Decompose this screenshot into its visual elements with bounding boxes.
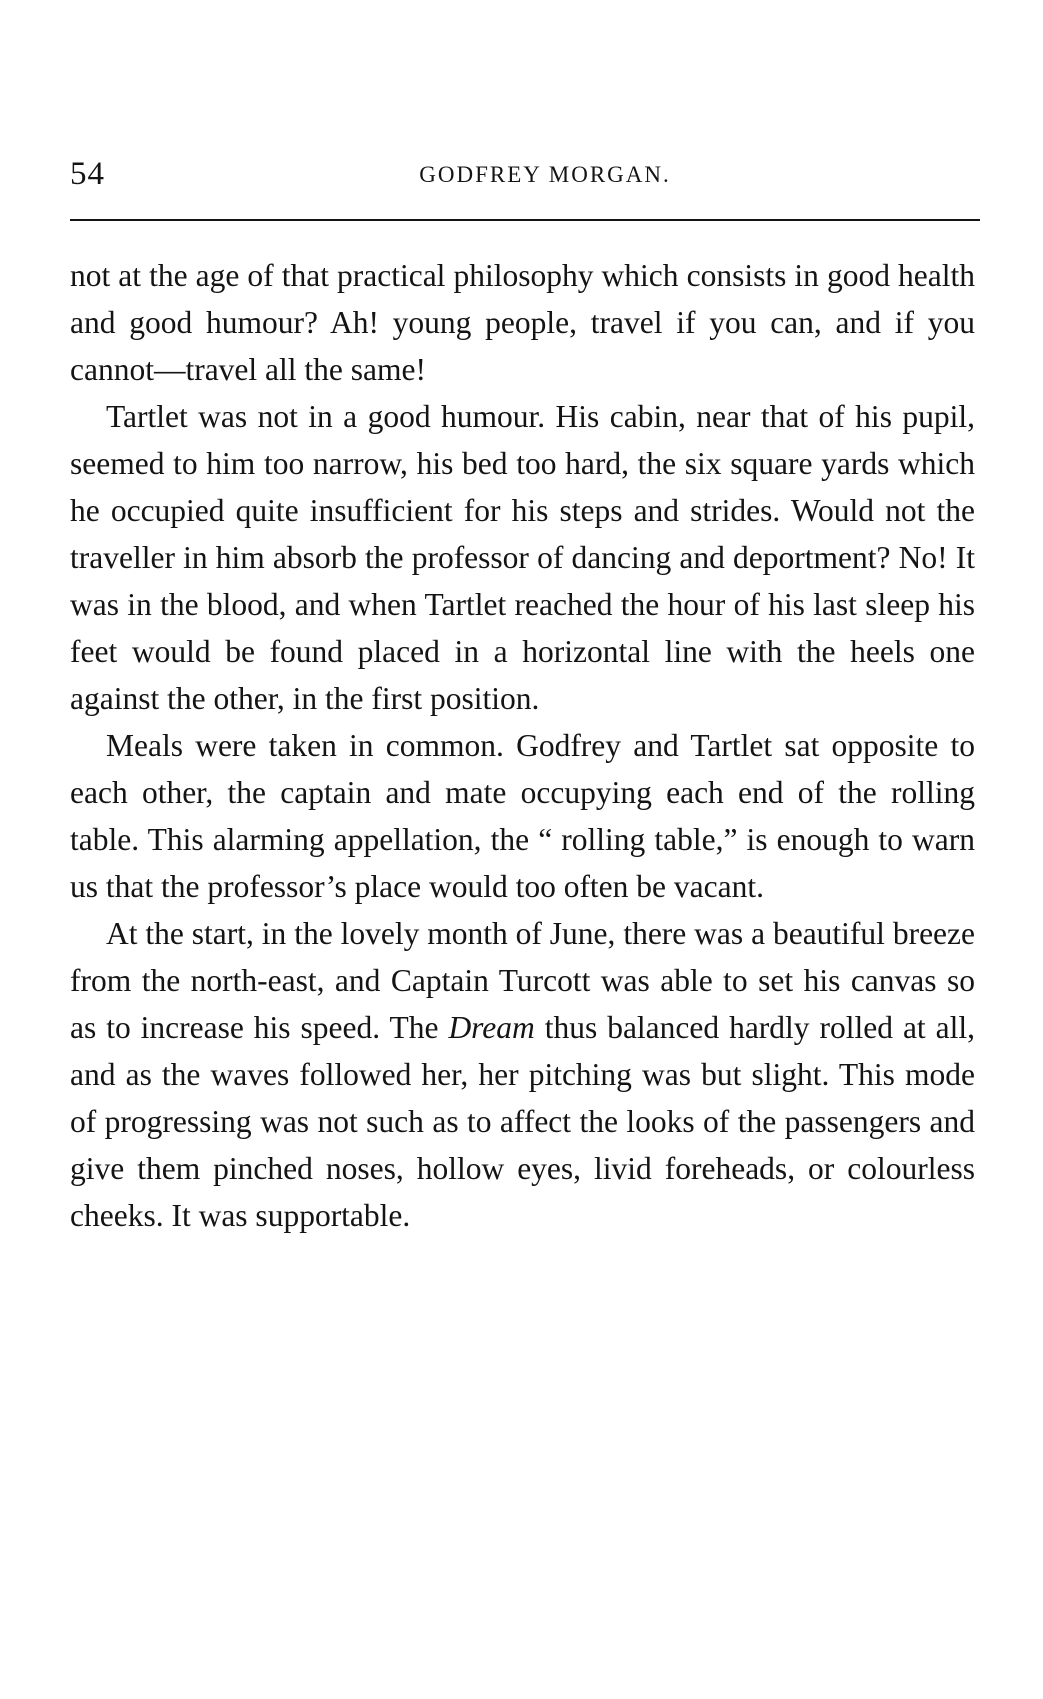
body-text: [70, 252, 975, 1239]
running-title: GODFREY MORGAN.: [419, 162, 671, 187]
paragraph-4: [70, 910, 975, 1239]
running-head: [70, 150, 980, 200]
header-rule: [70, 219, 980, 221]
paragraph-2: Tartlet was not in a good humour. His cabin, near that of his pupil, seemed to him too narrow, his bed too hard, the six square yards which he occupied quite insufficient for his steps and strides. Would not the traveller in him absorb the professor of dancing and deportment? No! It was in the blood, and when Tartlet reached the hour of his last sleep his feet would be found placed in a horizontal line with the heels one against the other, in the first position.: [70, 399, 975, 716]
paragraph-1: not at the age of that practical philosophy which consists in good health and good humour? Ah! young people, travel if you can, and if you cannot—travel all the same!: [70, 258, 975, 387]
ship-name: Dream: [448, 1010, 535, 1045]
page-number: 54: [70, 156, 105, 192]
paragraph-4-text-after: thus balanced hardly rolled at all, and as the waves followed her, her pitching was but slight. This mode of progressing was not such as to affect the looks of the passengers and give them pinched noses, hollow eyes, livid foreheads, or colourless cheeks. It was supportable.: [70, 1010, 975, 1233]
paragraph-4-text-before: At the start, in the lovely month of June, there was a beautiful breeze from the north-east, and Captain Turcott was able to set his canvas so as to increase his speed. The: [70, 916, 975, 1045]
paragraph-3: Meals were taken in common. Godfrey and Tartlet sat opposite to each other, the captain and mate occupying each end of the rolling table. This alarming appellation, the “ rolling table,” is enough to warn us that the professor’s place would too often be vacant.: [70, 728, 975, 904]
